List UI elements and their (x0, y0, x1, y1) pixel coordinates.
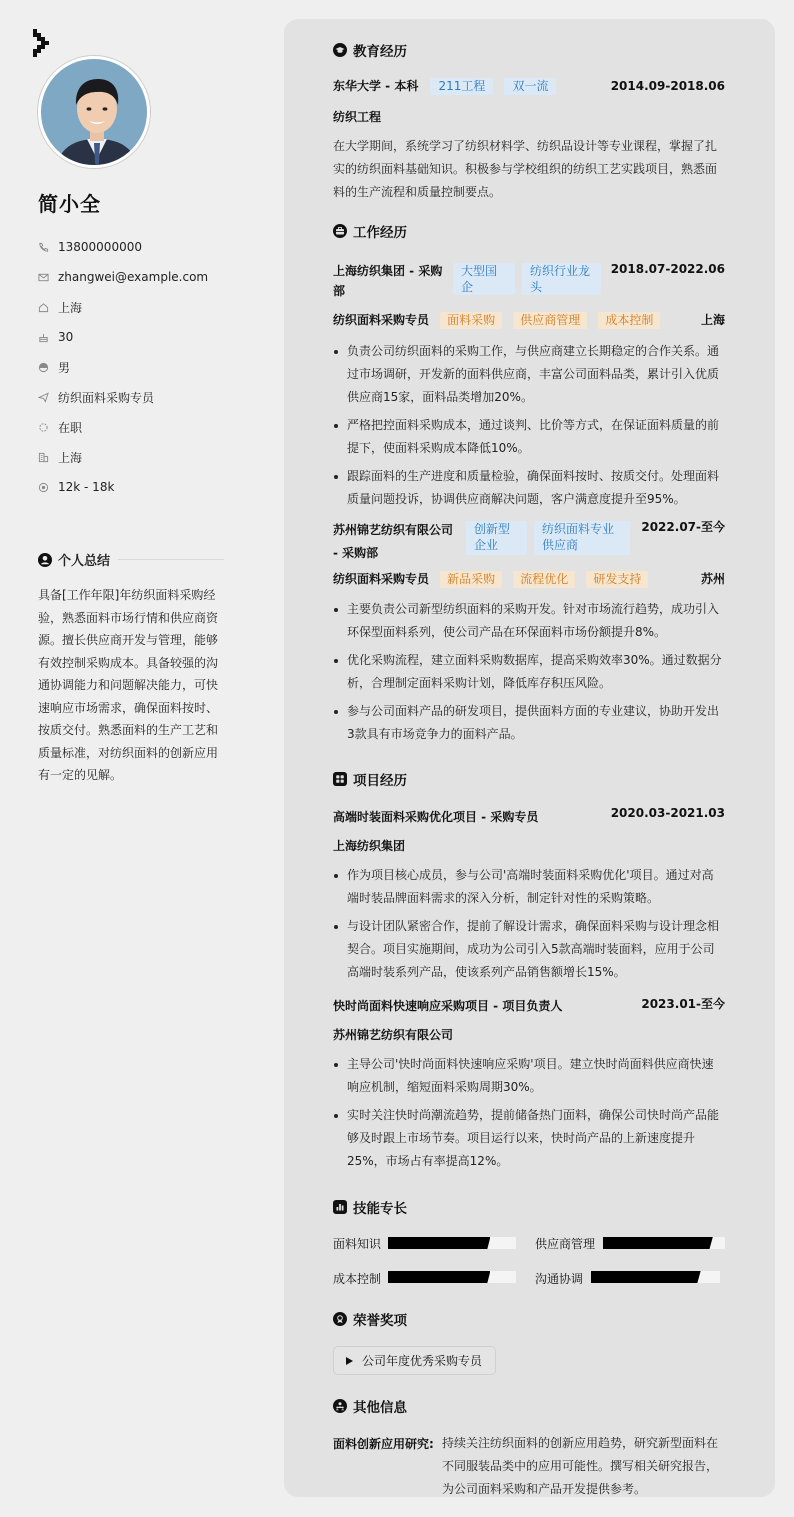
tag-line: 企 (461, 280, 474, 294)
briefcase-icon (333, 224, 347, 238)
play-icon (346, 1357, 353, 1365)
education-desc: 在大学期间，系统学习了纺织材料学、纺织品设计等专业课程，掌握了扎实的纺织面料基础知识。积极参与学校组织的纺织工艺实践项目，熟悉面料的生产流程和质量控制要点。 (333, 139, 718, 199)
candidate-name: 简小全 (38, 192, 101, 216)
tag-line: 纺织行业龙 (530, 264, 591, 278)
project-name: 高端时装面料采购优化项目 - 采购专员 (333, 810, 539, 824)
job-header (333, 519, 725, 559)
skills-header (333, 1197, 407, 1217)
skill-bar-fill (388, 1271, 490, 1283)
loading-icon (38, 422, 49, 433)
tag-line: 纺织面料专业 (542, 522, 615, 536)
job-bullets (333, 340, 725, 516)
other-title: 其他信息 (353, 1400, 407, 1416)
building-icon (38, 452, 49, 463)
project-bullets (333, 1053, 725, 1178)
work-city-text: 上海 (58, 450, 83, 465)
coin-icon (38, 482, 49, 493)
gender-row (38, 352, 238, 382)
project-company: 苏州锦艺纺织有限公司 (333, 1028, 454, 1042)
honors-header (333, 1309, 407, 1329)
job-bullets (333, 598, 725, 751)
cake-icon (38, 332, 49, 343)
other-text (442, 1432, 732, 1501)
other-header (333, 1396, 407, 1416)
list-item: 主要负责公司新型纺织面料的采购开发。针对市场流行趋势，成功引入环保型面料系列，使公司产品在环保面料市场份额提升8%。 (333, 598, 725, 644)
job-role-row (333, 312, 725, 332)
bar-chart-icon (333, 1200, 347, 1214)
location-text: 上海 (58, 300, 83, 315)
company-name (333, 519, 459, 565)
skill-bar (603, 1237, 725, 1249)
list-item: 与设计团队紧密合作，提前了解设计需求，确保面料采购与设计理念相契合。项目实施期间，成功为公司引入5款高端时装面料，应用于公司高端时装系列产品，使该系列产品销售额增长15%。 (333, 915, 725, 984)
skill-name: 面料知识 (333, 1237, 382, 1251)
job-city: 苏州 (700, 572, 725, 586)
summary-title: 个人总结 (58, 554, 111, 569)
email-row (38, 262, 238, 292)
award-item[interactable] (333, 1346, 496, 1375)
position-row (38, 382, 238, 412)
job-role: 纺织面料采购专员 (333, 313, 430, 327)
phone-text: 13800000000 (58, 240, 142, 254)
status-text: 在职 (58, 420, 83, 435)
company-name-line: 上海纺织集团 - 采购 (333, 264, 443, 278)
skill-bar-fill (591, 1271, 701, 1283)
tag (453, 263, 515, 295)
gender-icon (38, 362, 49, 373)
company-name-line: - 采购部 (333, 546, 379, 560)
education-date: 2014.09-2018.06 (610, 79, 725, 93)
tag-line: 供应商 (542, 538, 579, 552)
job-header (333, 261, 725, 301)
skill-bar (591, 1271, 720, 1283)
tag (534, 521, 630, 555)
project-company: 上海纺织集团 (333, 839, 406, 853)
job-date: 2018.07-2022.06 (610, 262, 725, 276)
age-row (38, 322, 238, 352)
summary-header (38, 550, 224, 569)
tag-line: 头 (530, 280, 543, 294)
status-row (38, 412, 238, 442)
skills-title: 技能专长 (353, 1201, 407, 1217)
award-text: 公司年度优秀采购专员 (362, 1354, 483, 1368)
gender-text: 男 (58, 360, 71, 375)
skill-tag: 研发支持 (586, 571, 648, 588)
projects-header (333, 769, 407, 789)
other-text-line: 持续关注纺织面料的创新应用趋势，研究新型面料在 (442, 1436, 719, 1450)
other-label: 面料创新应用研究: (333, 1437, 434, 1451)
age-text: 30 (58, 330, 74, 344)
work-city-row (38, 442, 238, 472)
major: 纺织工程 (333, 110, 382, 124)
skill-tag: 成本控制 (598, 312, 660, 329)
skill-tag: 新品采购 (440, 571, 502, 588)
job-role-row (333, 571, 725, 591)
work-title: 工作经历 (353, 225, 407, 241)
company-name-line: 苏州锦艺纺织有限公司 (333, 523, 454, 537)
graduation-cap-icon (333, 43, 347, 57)
avatar (38, 56, 150, 168)
tag (522, 263, 601, 295)
projects-title: 项目经历 (353, 773, 407, 789)
skill-bar-fill (603, 1237, 713, 1249)
tag-line: 企业 (474, 538, 499, 552)
resume-card (284, 19, 775, 1497)
honors-title: 荣誉奖项 (353, 1313, 407, 1329)
send-icon (38, 392, 49, 403)
skill-bar-fill (388, 1237, 490, 1249)
job-city: 上海 (700, 313, 725, 327)
school-name: 东华大学 - 本科 (333, 79, 419, 93)
list-item: 主导公司'快时尚面料快速响应采购'项目。建立快时尚面料供应商快速响应机制，缩短面料采购周期30%。 (333, 1053, 725, 1099)
education-title: 教育经历 (353, 44, 407, 60)
phone-row (38, 232, 238, 262)
list-item: 严格把控面料采购成本，通过谈判、比价等方式，在保证面料质量的前提下，使面料采购成本降低10%。 (333, 414, 725, 460)
mail-icon (38, 272, 49, 283)
home-icon (38, 302, 49, 313)
skill-name: 成本控制 (333, 1272, 382, 1286)
education-row (333, 78, 725, 98)
contact-info (38, 232, 238, 502)
company-name-line: 部 (333, 284, 346, 298)
salary-text: 12k - 18k (58, 480, 115, 494)
summary-text: 具备[工作年限]年纺织面料采购经验，熟悉面料市场行情和供应商资源。擅长供应商开发与管理，能够有效控制采购成本。具备较强的沟通协调能力和问题解决能力，可快速响应市场需求，确保面料按时、按质交付。熟悉面料的生产工艺和质量标准，对纺织面料的创新应用有一定的见解。 (38, 588, 219, 782)
email-text: zhangwei@example.com (58, 270, 209, 284)
location-row (38, 292, 238, 322)
project-date: 2020.03-2021.03 (610, 806, 725, 820)
job-date: 2022.07-至今 (641, 520, 725, 534)
divider (118, 559, 224, 560)
list-item: 跟踪面料的生产进度和质量检验，确保面料按时、按质交付。处理面料质量问题投诉，协调供应商解决问题，客户满意度提升至95%。 (333, 465, 725, 511)
list-item: 参与公司面料产品的研发项目，提供面料方面的专业建议，协助开发出3款具有市场竞争力的面料产品。 (333, 700, 725, 746)
tag-line: 大型国 (461, 264, 498, 278)
other-text-line: 为公司面料采购和产品开发提供参考。 (442, 1482, 647, 1496)
list-item: 作为项目核心成员，参与公司'高端时装面料采购优化'项目。通过对高端时装品牌面料需求的深入分析，制定针对性的采购策略。 (333, 864, 725, 910)
work-header (333, 221, 407, 241)
project-header (333, 995, 725, 1015)
project-date: 2023.01-至今 (641, 997, 725, 1011)
chevron-logo-icon (33, 29, 53, 59)
company-name (333, 261, 453, 301)
sidebar (0, 0, 260, 1517)
salary-row (38, 472, 238, 502)
other-text-line: 不同服装品类中的应用可能性。撰写相关研究报告， (442, 1459, 719, 1473)
project-name: 快时尚面料快速响应采购项目 - 项目负责人 (333, 999, 563, 1013)
medal-icon (333, 1312, 347, 1326)
phone-icon (38, 242, 49, 253)
skill-bar (388, 1271, 516, 1283)
tag: 211工程 (430, 78, 493, 95)
project-header (333, 806, 725, 826)
list-item: 实时关注快时尚潮流趋势，提前储备热门面料，确保公司快时尚产品能够及时跟上市场节奏。项目运行以来，快时尚产品的上新速度提升25%，市场占有率提高12%。 (333, 1104, 725, 1173)
project-bullets (333, 864, 725, 989)
skill-bar (388, 1237, 516, 1249)
job-role: 纺织面料采购专员 (333, 572, 430, 586)
user-circle-icon (38, 553, 52, 567)
skill-tag: 面料采购 (440, 312, 502, 329)
people-icon (333, 1399, 347, 1413)
tag-line: 创新型 (474, 522, 511, 536)
grid-icon (333, 772, 347, 786)
skill-tag: 供应商管理 (513, 312, 587, 329)
skill-name: 供应商管理 (535, 1237, 596, 1251)
list-item: 负责公司纺织面料的采购工作，与供应商建立长期稳定的合作关系。通过市场调研，开发新的面料供应商，丰富公司面料品类，累计引入优质供应商15家，面料品类增加20%。 (333, 340, 725, 409)
position-text: 纺织面料采购专员 (58, 390, 155, 405)
tag (466, 521, 527, 555)
tag: 双一流 (504, 78, 556, 95)
skill-tag: 流程优化 (513, 571, 575, 588)
list-item: 优化采购流程，建立面料采购数据库，提高采购效率30%。通过数据分析，合理制定面料采购计划，降低库存积压风险。 (333, 649, 725, 695)
education-header (333, 40, 407, 60)
skill-name: 沟通协调 (535, 1272, 584, 1286)
